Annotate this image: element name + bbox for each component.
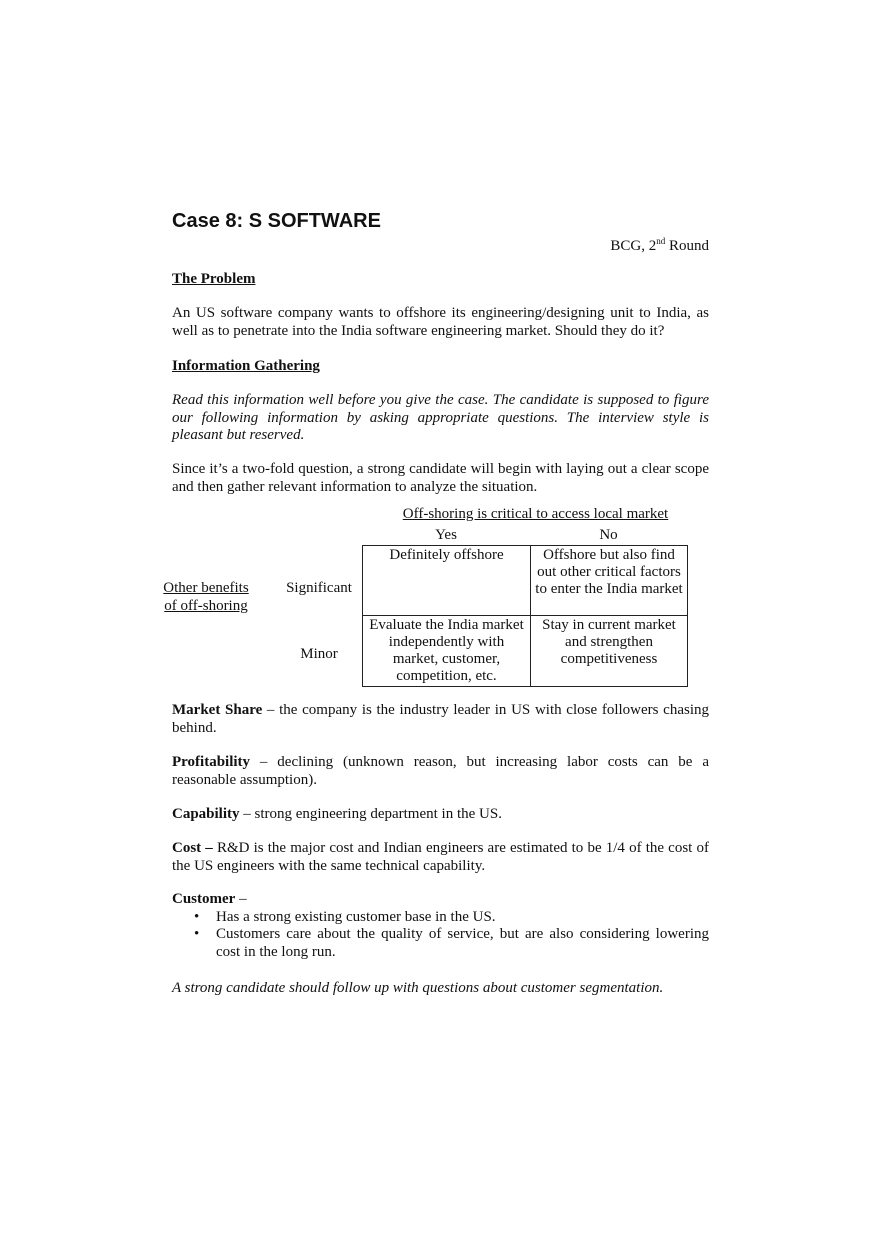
list-item: • Has a strong existing customer base in the US.: [172, 909, 709, 927]
fact-customer-heading: [172, 891, 709, 909]
list-item: • Customers care about the quality of service, but are also considering lowering cost in the long run.: [172, 926, 709, 961]
problem-heading: The Problem: [172, 271, 256, 287]
matrix-row: [363, 546, 688, 616]
problem-text: An US software company wants to offshore its engineering/designing unit to India, as well as to penetrate into the India software engineering market. Should they do it?: [172, 305, 709, 339]
matrix-row: [363, 616, 688, 687]
matrix-col-yes: Yes: [435, 527, 457, 543]
page-title: Case 8: S SOFTWARE: [172, 210, 381, 232]
fact-cost-label: Cost –: [172, 840, 213, 856]
matrix-row-axis-line2: of off-shoring: [164, 598, 248, 614]
decision-matrix: [362, 545, 688, 687]
fact-capability-text: – strong engineering department in the US.: [239, 806, 502, 822]
matrix-cell-significant-no: Offshore but also find out other critical factors to enter the India market: [531, 546, 688, 616]
fact-profitability: [172, 754, 709, 789]
fact-cost: [172, 840, 709, 875]
interviewer-note: Read this information well before you give the case. The candidate is supposed to figure our following information by asking appropriate questions. The interview style is pleasant but reserved.: [172, 392, 709, 443]
fact-customer: [172, 891, 709, 961]
matrix-row-minor: Minor: [300, 646, 338, 662]
info-gathering-heading: Information Gathering: [172, 358, 320, 374]
matrix-row-significant: Significant: [286, 580, 352, 596]
case-source: [610, 236, 709, 255]
fact-capability-label: Capability: [172, 806, 240, 822]
fact-customer-label: Customer: [172, 891, 236, 907]
fact-cost-text: R&D is the major cost and Indian engineers are estimated to be 1/4 of the cost of the US engineers with the same technical capability.: [172, 840, 709, 874]
matrix-cell-significant-yes: Definitely offshore: [363, 546, 531, 616]
fact-capability: [172, 806, 709, 824]
info-intro: Since it’s a two-fold question, a strong candidate will begin with laying out a clear scope and then gather relevant information to analyze the situation.: [172, 461, 709, 495]
matrix-row-axis: [158, 579, 254, 615]
case-source-superscript: nd: [656, 236, 666, 246]
fact-market-share: [172, 702, 709, 737]
fact-profitability-label: Profitability: [172, 754, 251, 770]
fact-market-share-label: Market Share: [172, 702, 263, 718]
matrix-cell-minor-no: Stay in current market and strengthen competitiveness: [531, 616, 688, 687]
fact-customer-dash: –: [235, 891, 247, 907]
case-source-text: BCG, 2: [610, 238, 657, 254]
fact-market-share-text: – the company is the industry leader in US with close followers chasing behind.: [172, 702, 709, 736]
matrix-cell-minor-yes: Evaluate the India market independently with market, customer, competition, etc.: [363, 616, 531, 687]
case-source-tail: Round: [665, 238, 709, 254]
matrix-caption: Off-shoring is critical to access local market: [402, 506, 669, 522]
fact-profitability-text: – declining (unknown reason, but increasing labor costs can be a reasonable assumption).: [172, 754, 709, 788]
matrix-col-no: No: [599, 527, 618, 543]
matrix-row-axis-line1: Other benefits: [163, 580, 249, 596]
customer-bullet-list: [172, 909, 709, 962]
closing-note: A strong candidate should follow up with questions about customer segmentation.: [172, 980, 664, 996]
